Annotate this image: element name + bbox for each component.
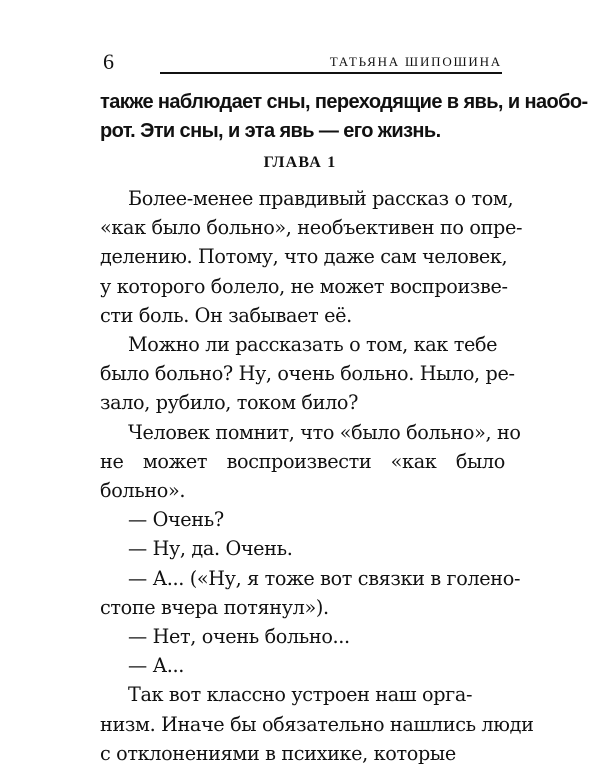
body-line: делению. Потому, что даже сам человек, (100, 245, 508, 269)
body-line: у которого болело, не может воспроизве- (100, 274, 508, 298)
intro-paragraph (100, 88, 588, 146)
intro-line: также наблюдает сны, переходящие в явь, и наобо- (100, 91, 588, 113)
word: не (100, 449, 124, 473)
body-line: было больно? Ну, очень больно. Ныло, ре- (100, 362, 515, 386)
body-line: Можно ли рассказать о том, как тебе (128, 333, 498, 357)
dialog-line: — Ну, да. Очень. (128, 537, 293, 561)
body-line: Более-менее правдивый рассказ о том, (128, 187, 514, 210)
body-line: с отклонениями в психике, которые (100, 741, 456, 765)
dialog-line: — А... (128, 654, 185, 678)
body-line: Человек помнит, что «было больно», но (128, 420, 521, 444)
body-line: Так вот классно устроен наш орга- (128, 683, 473, 707)
page-number: 6 (103, 49, 114, 74)
chapter-title: ГЛАВА 1 (263, 154, 337, 171)
dialog-line: — Нет, очень больно... (128, 625, 350, 649)
header-rule (160, 72, 502, 74)
word: воспроизвести (226, 449, 372, 473)
dialog-line: — А... («Ну, я тоже вот связки в голено- (128, 566, 521, 590)
chapter-body (100, 184, 534, 768)
body-line-justified (100, 447, 505, 476)
body-line: стопе вчера потянул»). (100, 595, 329, 619)
dialog-line: — Очень? (128, 508, 224, 532)
word: «как (390, 449, 437, 473)
word: было (455, 449, 505, 473)
body-line: низм. Иначе бы обязательно нашлись люди (100, 712, 534, 736)
body-line: больно». (100, 479, 186, 503)
word: может (142, 449, 208, 473)
running-head-author: ТАТЬЯНА ШИПОШИНА (329, 54, 502, 69)
body-line: «как было больно», необъективен по опре- (100, 216, 523, 240)
intro-line: рот. Эти сны, и эта явь — его жизнь. (100, 120, 441, 142)
body-line: сти боль. Он забывает её. (100, 303, 352, 327)
body-line: зало, рубило, током било? (100, 391, 359, 415)
